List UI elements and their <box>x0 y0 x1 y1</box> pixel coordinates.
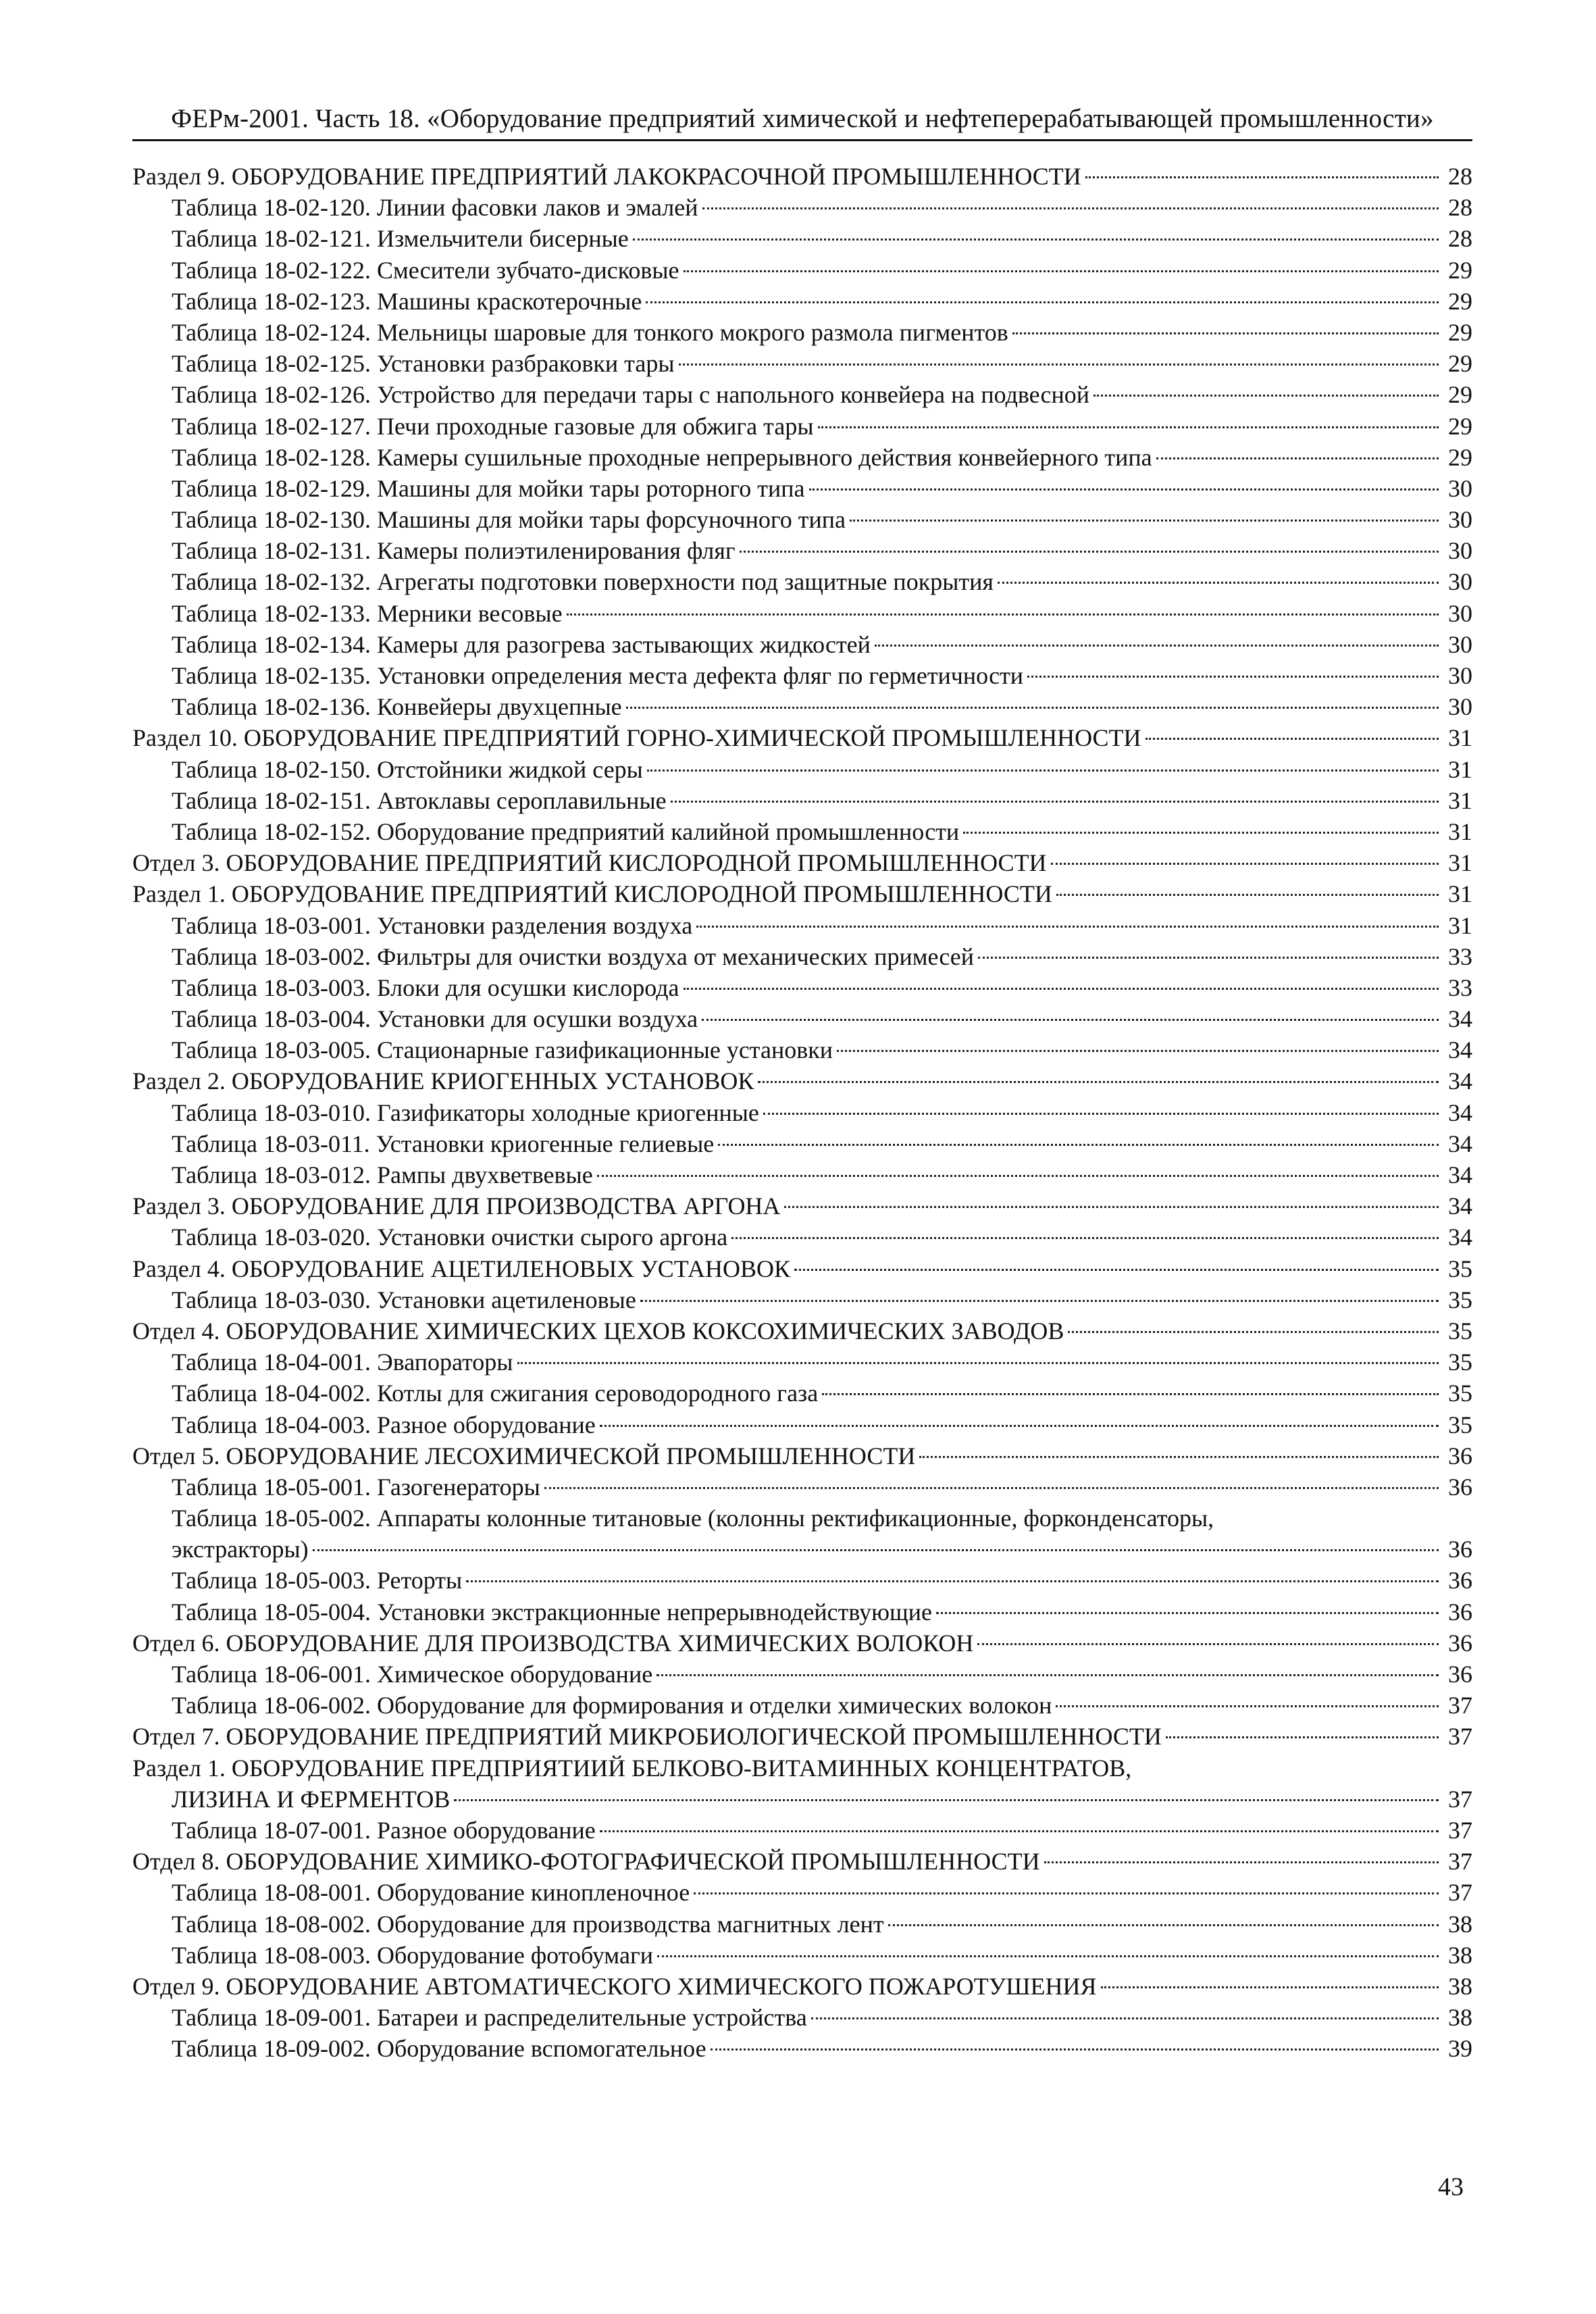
dot-leader <box>1012 332 1439 334</box>
toc-entry-page: 34 <box>1448 1161 1472 1188</box>
toc-entry-title: Таблица 18-04-001. Эвапораторы <box>172 1349 513 1376</box>
toc-entry-page: 39 <box>1448 2035 1472 2063</box>
toc-entry-title: Таблица 18-05-003. Реторты <box>172 1567 463 1594</box>
toc-entry <box>132 442 1472 473</box>
toc-entry-page: 29 <box>1448 287 1472 315</box>
dot-leader <box>647 770 1439 772</box>
toc-entry-page: 29 <box>1448 256 1472 284</box>
toc-entry <box>132 286 1472 317</box>
dot-leader <box>657 1674 1439 1676</box>
toc-entry-title: Отдел 4. ОБОРУДОВАНИЕ ХИМИЧЕСКИХ ЦЕХОВ КОКСОХИМИЧЕСКИХ ЗАВОДОВ <box>132 1317 1064 1344</box>
toc-entry <box>132 1472 1472 1503</box>
toc-entry <box>132 1159 1472 1190</box>
toc-entry <box>132 1378 1472 1409</box>
dot-leader <box>1166 1736 1439 1738</box>
dot-leader <box>758 1081 1439 1083</box>
toc-entry-page: 38 <box>1448 1910 1472 1938</box>
toc-entry <box>132 1284 1472 1315</box>
toc-entry-page: 31 <box>1448 911 1472 939</box>
toc-entry <box>132 1128 1472 1159</box>
dot-leader <box>919 1456 1439 1458</box>
toc-entry-page: 35 <box>1448 1411 1472 1438</box>
toc-entry <box>132 847 1472 878</box>
toc-entry-title: экстракторы) <box>172 1536 309 1563</box>
dot-leader <box>640 1300 1439 1302</box>
toc-entry-page: 31 <box>1448 786 1472 814</box>
toc-entry-title: Таблица 18-05-002. Аппараты колонные титановые (колонны ректификационные, форконденсаторы, <box>172 1505 1214 1532</box>
toc-entry <box>132 1596 1472 1628</box>
toc-entry <box>132 1503 1472 1534</box>
toc-entry-title: Отдел 6. ОБОРУДОВАНИЕ ДЛЯ ПРОИЗВОДСТВА ХИМИЧЕСКИХ ВОЛОКОН <box>132 1629 974 1657</box>
toc-entry-page: 34 <box>1448 1067 1472 1095</box>
toc-entry-page: 30 <box>1448 662 1472 689</box>
dot-leader <box>837 1050 1439 1052</box>
toc-entry <box>132 1003 1472 1034</box>
toc-entry-title: Отдел 5. ОБОРУДОВАНИЕ ЛЕСОХИМИЧЕСКОЙ ПРОМЫШЛЕННОСТИ <box>132 1442 916 1469</box>
toc-entry-title: Таблица 18-08-002. Оборудование для производства магнитных лент <box>172 1910 884 1938</box>
toc-entry-title: Таблица 18-02-121. Измельчители бисерные <box>172 225 629 253</box>
toc-entry-page: 37 <box>1448 1848 1472 1876</box>
toc-entry-page: 36 <box>1448 1442 1472 1469</box>
toc-entry-page: 28 <box>1448 225 1472 253</box>
toc-entry-page: 31 <box>1448 849 1472 877</box>
toc-entry <box>132 1971 1472 2002</box>
toc-entry-page: 37 <box>1448 1879 1472 1907</box>
toc-entry-page: 34 <box>1448 1130 1472 1157</box>
dot-leader <box>600 1830 1439 1832</box>
dot-leader <box>784 1206 1439 1208</box>
toc-entry <box>132 566 1472 597</box>
toc-entry-page: 28 <box>1448 163 1472 190</box>
toc-entry <box>132 1815 1472 1846</box>
toc-entry-title: Таблица 18-02-134. Камеры для разогрева застывающих жидкостей <box>172 630 871 658</box>
dot-leader <box>718 1144 1439 1146</box>
toc-entry <box>132 535 1472 566</box>
dot-leader <box>466 1580 1439 1582</box>
toc-entry <box>132 1409 1472 1440</box>
toc-entry-title: Таблица 18-03-001. Установки разделения воздуха <box>172 911 693 939</box>
toc-entry <box>132 1347 1472 1378</box>
toc-entry-title: Таблица 18-06-001. Химическое оборудование <box>172 1661 653 1688</box>
toc-entry-page: 29 <box>1448 381 1472 409</box>
toc-entry <box>132 473 1472 504</box>
toc-entry <box>132 1753 1472 1784</box>
dot-leader <box>763 1113 1439 1115</box>
toc-entry <box>132 1628 1472 1659</box>
toc-entry-page: 37 <box>1448 1692 1472 1719</box>
toc-entry-page: 38 <box>1448 1941 1472 1969</box>
dot-leader <box>626 707 1439 709</box>
toc-entry-page: 31 <box>1448 880 1472 908</box>
toc-entry-title: Раздел 10. ОБОРУДОВАНИЕ ПРЕДПРИЯТИЙ ГОРНО-ХИМИЧЕСКОЙ ПРОМЫШЛЕННОСТИ <box>132 724 1141 752</box>
toc-entry-title: Таблица 18-02-151. Автоклавы сероплавильные <box>172 786 667 814</box>
toc-entry-page: 36 <box>1448 1473 1472 1501</box>
dot-leader <box>818 426 1439 428</box>
dot-leader <box>875 645 1439 647</box>
toc-entry-title: Таблица 18-02-131. Камеры полиэтиленирования фляг <box>172 537 736 565</box>
dot-leader <box>978 957 1439 959</box>
toc-entry <box>132 2033 1472 2064</box>
toc-entry-page: 33 <box>1448 974 1472 1001</box>
toc-entry-title: Таблица 18-02-136. Конвейеры двухцепные <box>172 693 622 721</box>
toc-entry-page: 29 <box>1448 318 1472 346</box>
toc-entry <box>132 2002 1472 2033</box>
toc-entry-title: Таблица 18-03-012. Рампы двухветвевые <box>172 1161 593 1188</box>
dot-leader <box>684 270 1439 272</box>
toc-entry-page: 36 <box>1448 1567 1472 1594</box>
dot-leader <box>936 1612 1439 1614</box>
toc-entry-page: 29 <box>1448 350 1472 378</box>
toc-entry <box>132 941 1472 972</box>
toc-entry-page: 30 <box>1448 474 1472 502</box>
toc-entry-page: 36 <box>1448 1629 1472 1657</box>
toc-entry <box>132 1721 1472 1752</box>
toc-entry-page: 37 <box>1448 1785 1472 1813</box>
toc-entry <box>132 629 1472 660</box>
toc-entry-page: 33 <box>1448 942 1472 970</box>
dot-leader <box>1093 395 1439 397</box>
toc-entry <box>132 754 1472 785</box>
dot-leader <box>1145 738 1439 740</box>
dot-leader <box>1027 676 1439 678</box>
toc-entry-page: 31 <box>1448 818 1472 845</box>
toc-entry-page: 30 <box>1448 599 1472 627</box>
toc-entry-title: Таблица 18-03-004. Установки для осушки воздуха <box>172 1005 698 1033</box>
toc-entry-title: Таблица 18-03-003. Блоки для осушки кислорода <box>172 974 679 1001</box>
toc-entry-title: Таблица 18-02-122. Смесители зубчато-дисковые <box>172 256 679 284</box>
dot-leader <box>567 613 1439 615</box>
dot-leader <box>1068 1331 1439 1333</box>
toc-entry-title: Таблица 18-06-002. Оборудование для формирования и отделки химических волокон <box>172 1692 1052 1719</box>
toc-entry <box>132 1877 1472 1908</box>
toc-entry <box>132 1253 1472 1284</box>
toc-entry <box>132 1940 1472 1971</box>
toc-entry <box>132 348 1472 379</box>
dot-leader <box>809 488 1439 491</box>
toc-entry-title: Отдел 9. ОБОРУДОВАНИЕ АВТОМАТИЧЕСКОГО ХИМИЧЕСКОГО ПОЖАРОТУШЕНИЯ <box>132 1972 1097 2000</box>
dot-leader <box>702 1019 1439 1021</box>
dot-leader <box>822 1393 1439 1395</box>
toc-entry-title: Таблица 18-03-005. Стационарные газификационные установки <box>172 1036 833 1064</box>
toc-entry <box>132 691 1472 722</box>
toc-entry <box>132 192 1472 223</box>
dot-leader <box>711 2048 1439 2051</box>
toc-entry-page: 30 <box>1448 506 1472 534</box>
toc-entry-title: Таблица 18-02-123. Машины краскотерочные <box>172 287 642 315</box>
dot-leader <box>888 1924 1439 1926</box>
toc-entry-page: 34 <box>1448 1005 1472 1033</box>
toc-entry <box>132 1784 1472 1815</box>
dot-leader <box>963 832 1439 834</box>
toc-entry-page: 30 <box>1448 537 1472 565</box>
dot-leader <box>998 582 1439 584</box>
toc-entry-page: 29 <box>1448 443 1472 471</box>
toc-entry-title: Раздел 1. ОБОРУДОВАНИЕ ПРЕДПРИЯТИЙ КИСЛОРОДНОЙ ПРОМЫШЛЕННОСТИ <box>132 880 1052 908</box>
toc-entry-page: 35 <box>1448 1349 1472 1376</box>
toc-entry-title: Таблица 18-08-003. Оборудование фотобумаги <box>172 1941 653 1969</box>
toc-entry-page: 31 <box>1448 755 1472 783</box>
toc-entry-title: Таблица 18-02-126. Устройство для передачи тары с напольного конвейера на подвесной <box>172 381 1090 409</box>
toc-entry <box>132 255 1472 286</box>
toc-entry <box>132 1690 1472 1721</box>
toc-entry-title: Таблица 18-03-002. Фильтры для очистки воздуха от механических примесей <box>172 942 975 970</box>
toc-entry-page: 30 <box>1448 693 1472 721</box>
table-of-contents <box>132 161 1472 2064</box>
dot-leader <box>1044 1861 1439 1863</box>
toc-entry-title: Таблица 18-03-010. Газификаторы холодные криогенные <box>172 1099 759 1126</box>
toc-entry-page: 38 <box>1448 2004 1472 2032</box>
dot-leader <box>633 238 1439 241</box>
toc-entry <box>132 878 1472 909</box>
toc-entry-page: 30 <box>1448 568 1472 596</box>
dot-leader <box>646 301 1439 303</box>
toc-entry-page: 36 <box>1448 1598 1472 1626</box>
toc-entry-title: Таблица 18-07-001. Разное оборудование <box>172 1816 596 1844</box>
toc-entry-title: Таблица 18-09-001. Батареи и распределительные устройства <box>172 2004 807 2032</box>
toc-entry <box>132 972 1472 1003</box>
toc-entry <box>132 722 1472 753</box>
toc-entry-page: 28 <box>1448 194 1472 222</box>
toc-entry-page: 34 <box>1448 1099 1472 1126</box>
toc-entry-page: 29 <box>1448 412 1472 440</box>
dot-leader <box>977 1643 1439 1645</box>
dot-leader <box>850 520 1439 522</box>
toc-entry-title: Таблица 18-02-132. Агрегаты подготовки поверхности под защитные покрытия <box>172 568 994 596</box>
dot-leader <box>794 1269 1439 1271</box>
toc-entry <box>132 1565 1472 1596</box>
toc-entry <box>132 598 1472 629</box>
toc-entry <box>132 816 1472 847</box>
toc-entry-page: 30 <box>1448 630 1472 658</box>
toc-entry-title: Раздел 3. ОБОРУДОВАНИЕ ДЛЯ ПРОИЗВОДСТВА АРГОНА <box>132 1192 781 1220</box>
toc-entry-title: Раздел 9. ОБОРУДОВАНИЕ ПРЕДПРИЯТИЙ ЛАКОКРАСОЧНОЙ ПРОМЫШЛЕННОСТИ <box>132 163 1081 190</box>
dot-leader <box>731 1237 1439 1239</box>
toc-entry-title: Таблица 18-08-001. Оборудование кинопленочное <box>172 1879 690 1907</box>
toc-entry-title: Таблица 18-04-003. Разное оборудование <box>172 1411 596 1438</box>
dot-leader <box>811 2017 1439 2019</box>
toc-entry <box>132 785 1472 816</box>
toc-entry-page: 31 <box>1448 724 1472 752</box>
toc-entry <box>132 1315 1472 1347</box>
toc-entry-title: Таблица 18-03-030. Установки ацетиленовые <box>172 1286 636 1313</box>
toc-entry-title: Таблица 18-04-002. Котлы для сжигания сероводородного газа <box>172 1380 819 1407</box>
dot-leader <box>1156 457 1439 459</box>
toc-entry-page: 34 <box>1448 1036 1472 1064</box>
toc-entry <box>132 1222 1472 1253</box>
toc-entry-page: 34 <box>1448 1224 1472 1251</box>
toc-entry-title: Таблица 18-02-128. Камеры сушильные проходные непрерывного действия конвейерного типа <box>172 443 1152 471</box>
dot-leader <box>679 363 1439 366</box>
toc-entry-page: 34 <box>1448 1192 1472 1220</box>
toc-entry-title: Таблица 18-02-133. Мерники весовые <box>172 599 563 627</box>
toc-entry-page: 37 <box>1448 1816 1472 1844</box>
running-header: ФЕРм-2001. Часть 18. «Оборудование предприятий химической и нефтеперерабатывающей промышленности» <box>171 104 1434 133</box>
toc-entry <box>132 1065 1472 1097</box>
toc-entry <box>132 1034 1472 1065</box>
toc-entry <box>132 660 1472 691</box>
toc-entry-title: Таблица 18-02-127. Печи проходные газовые для обжига тары <box>172 412 814 440</box>
toc-entry-title: Таблица 18-02-135. Установки определения места дефекта фляг по герметичности <box>172 662 1024 689</box>
toc-entry-page: 37 <box>1448 1723 1472 1751</box>
toc-entry-page: 36 <box>1448 1661 1472 1688</box>
toc-entry-title: Таблица 18-05-004. Установки экстракционные непрерывнодействующие <box>172 1598 932 1626</box>
toc-entry-title: Таблица 18-02-152. Оборудование предприятий калийной промышленности <box>172 818 960 845</box>
dot-leader <box>544 1487 1439 1489</box>
toc-entry <box>132 379 1472 410</box>
dot-leader <box>600 1425 1439 1427</box>
dot-leader <box>454 1799 1439 1801</box>
page-number: 43 <box>1438 2173 1464 2201</box>
toc-entry-title: ЛИЗИНА И ФЕРМЕНТОВ <box>172 1785 451 1813</box>
toc-entry-title: Раздел 2. ОБОРУДОВАНИЕ КРИОГЕННЫХ УСТАНОВОК <box>132 1067 754 1095</box>
dot-leader <box>1101 1986 1439 1988</box>
toc-entry <box>132 1659 1472 1690</box>
dot-leader <box>702 207 1439 209</box>
toc-entry <box>132 317 1472 348</box>
toc-entry-title: Таблица 18-09-002. Оборудование вспомогательное <box>172 2035 706 2063</box>
toc-entry-page: 35 <box>1448 1317 1472 1344</box>
dot-leader <box>694 1892 1439 1894</box>
toc-entry <box>132 1190 1472 1222</box>
dot-leader <box>517 1362 1439 1364</box>
toc-entry-title: Таблица 18-03-011. Установки криогенные гелиевые <box>172 1130 715 1157</box>
toc-entry-title: Таблица 18-05-001. Газогенераторы <box>172 1473 540 1501</box>
dot-leader <box>1056 1705 1439 1707</box>
toc-entry-title: Таблица 18-02-129. Машины для мойки тары роторного типа <box>172 474 805 502</box>
dot-leader <box>696 926 1439 928</box>
toc-entry-title: Таблица 18-02-125. Установки разбраковки тары <box>172 350 675 378</box>
toc-entry <box>132 223 1472 254</box>
toc-entry-title: Раздел 4. ОБОРУДОВАНИЕ АЦЕТИЛЕНОВЫХ УСТАНОВОК <box>132 1255 791 1282</box>
toc-entry-title: Отдел 3. ОБОРУДОВАНИЕ ПРЕДПРИЯТИЙ КИСЛОРОДНОЙ ПРОМЫШЛЕННОСТИ <box>132 849 1047 877</box>
dot-leader <box>740 551 1439 553</box>
dot-leader <box>657 1955 1439 1957</box>
toc-entry <box>132 411 1472 442</box>
toc-entry-page: 35 <box>1448 1380 1472 1407</box>
toc-entry <box>132 1440 1472 1472</box>
toc-entry-title: Отдел 7. ОБОРУДОВАНИЕ ПРЕДПРИЯТИЙ МИКРОБИОЛОГИЧЕСКОЙ ПРОМЫШЛЕННОСТИ <box>132 1723 1162 1751</box>
toc-entry-title: Отдел 8. ОБОРУДОВАНИЕ ХИМИКО-ФОТОГРАФИЧЕСКОЙ ПРОМЫШЛЕННОСТИ <box>132 1848 1040 1876</box>
toc-entry <box>132 910 1472 941</box>
toc-entry-page: 36 <box>1448 1536 1472 1563</box>
toc-entry-title: Таблица 18-03-020. Установки очистки сырого аргона <box>172 1224 728 1251</box>
dot-leader <box>1051 863 1439 865</box>
toc-entry-title: Таблица 18-02-124. Мельницы шаровые для тонкого мокрого размола пигментов <box>172 318 1008 346</box>
toc-entry <box>132 161 1472 192</box>
header-rule <box>132 139 1472 141</box>
toc-entry-title: Раздел 1. ОБОРУДОВАНИЕ ПРЕДПРИЯТИИЙ БЕЛКОВО-ВИТАМИННЫХ КОНЦЕНТРАТОВ, <box>132 1754 1132 1782</box>
dot-leader <box>671 801 1439 803</box>
dot-leader <box>313 1549 1439 1551</box>
dot-leader <box>597 1175 1439 1177</box>
toc-entry <box>132 1846 1472 1877</box>
toc-entry <box>132 1534 1472 1565</box>
toc-entry-title: Таблица 18-02-130. Машины для мойки тары форсуночного типа <box>172 506 846 534</box>
dot-leader <box>1056 894 1439 896</box>
toc-entry-page: 35 <box>1448 1255 1472 1282</box>
toc-entry <box>132 1909 1472 1940</box>
toc-entry-page: 35 <box>1448 1286 1472 1313</box>
toc-entry-title: Таблица 18-02-150. Отстойники жидкой серы <box>172 755 643 783</box>
dot-leader <box>1085 176 1439 178</box>
toc-entry <box>132 504 1472 535</box>
toc-entry-title: Таблица 18-02-120. Линии фасовки лаков и эмалей <box>172 194 698 222</box>
toc-entry <box>132 1097 1472 1128</box>
toc-entry-page: 38 <box>1448 1972 1472 2000</box>
dot-leader <box>684 988 1439 990</box>
